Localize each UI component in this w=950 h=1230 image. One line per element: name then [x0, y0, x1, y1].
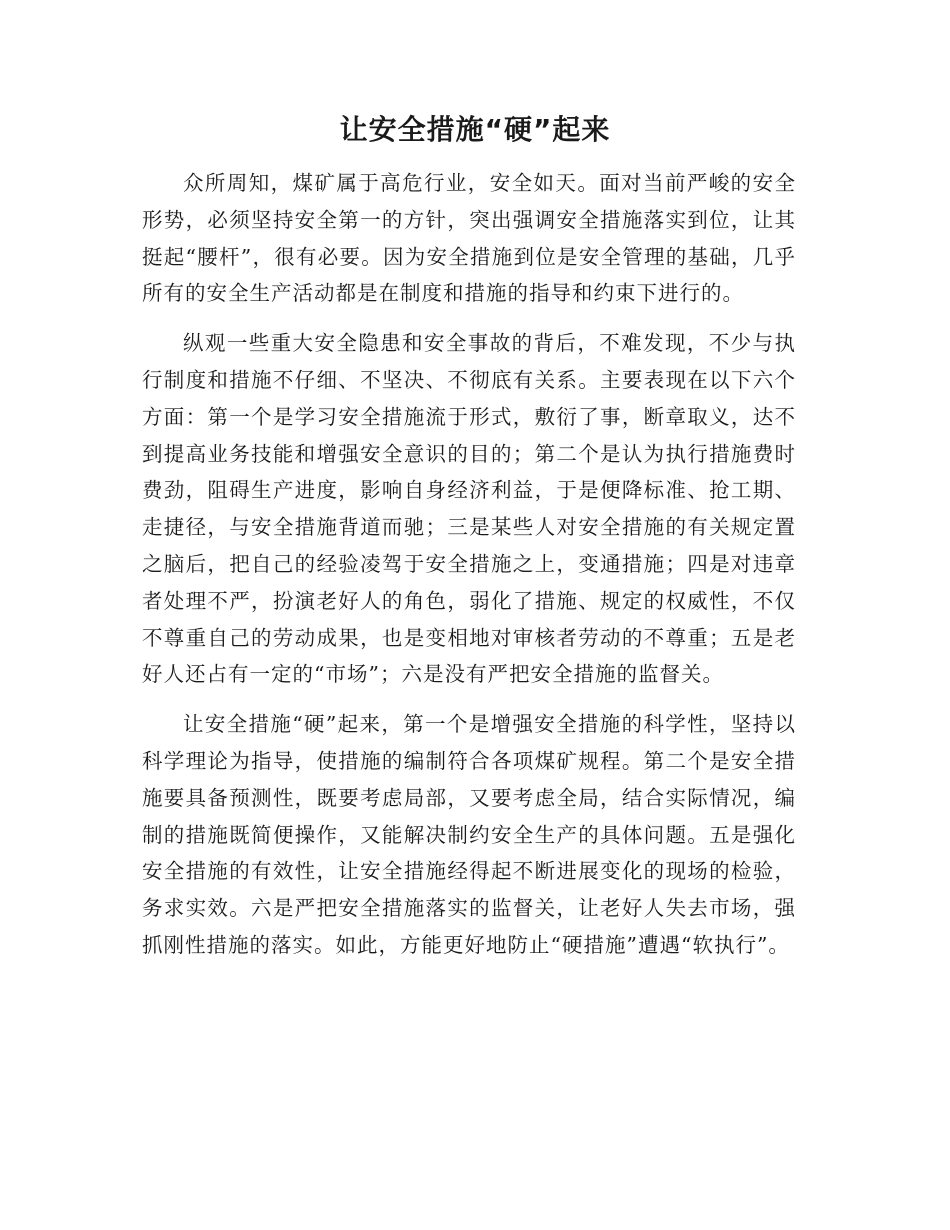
document-title: 让安全措施“硬”起来 [339, 113, 611, 146]
document-body [142, 165, 796, 977]
paragraph-2: 纵观一些重大安全隐患和安全事故的背后，不难发现，不少与执行制度和措施不仔细、不坚决、不彻底有关系。主要表现在以下六个方面：第一个是学习安全措施流于形式，敷衍了事，断章取义，达不到提高业务技能和增强安全意识的目的；第二个是认为执行措施费时费劲，阻碍生产进度，影响自身经济利益，于是便降标准、抢工期、走捷径，与安全措施背道而驰；三是某些人对安全措施的有关规定置之脑后，把自己的经验凌驾于安全措施之上，变通措施；四是对违章者处理不严，扮演老好人的角色，弱化了措施、规定的权威性，不仅不尊重自己的劳动成果，也是变相地对审核者劳动的不尊重；五是老好人还占有一定的“市场”；六是没有严把安全措施的监督关。 [142, 331, 796, 687]
paragraph-1: 众所周知，煤矿属于高危行业，安全如天。面对当前严峻的安全形势，必须坚持安全第一的方针，突出强调安全措施落实到位，让其挺起“腰杆”，很有必要。因为安全措施到位是安全管理的基础，几乎所有的安全生产活动都是在制度和措施的指导和约束下进行的。 [142, 171, 796, 306]
paragraph-3: 让安全措施“硬”起来，第一个是增强安全措施的科学性，坚持以科学理论为指导，使措施的编制符合各项煤矿规程。第二个是安全措施要具备预测性，既要考虑局部，又要考虑全局，结合实际情况，编制的措施既简便操作，又能解决制约安全生产的具体问题。五是强化安全措施的有效性，让安全措施经得起不断进展变化的现场的检验，务求实效。六是严把安全措施落实的监督关，让老好人失去市场，强抓刚性措施的落实。如此，方能更好地防止“硬措施”遭遇“软执行”。 [142, 712, 796, 957]
